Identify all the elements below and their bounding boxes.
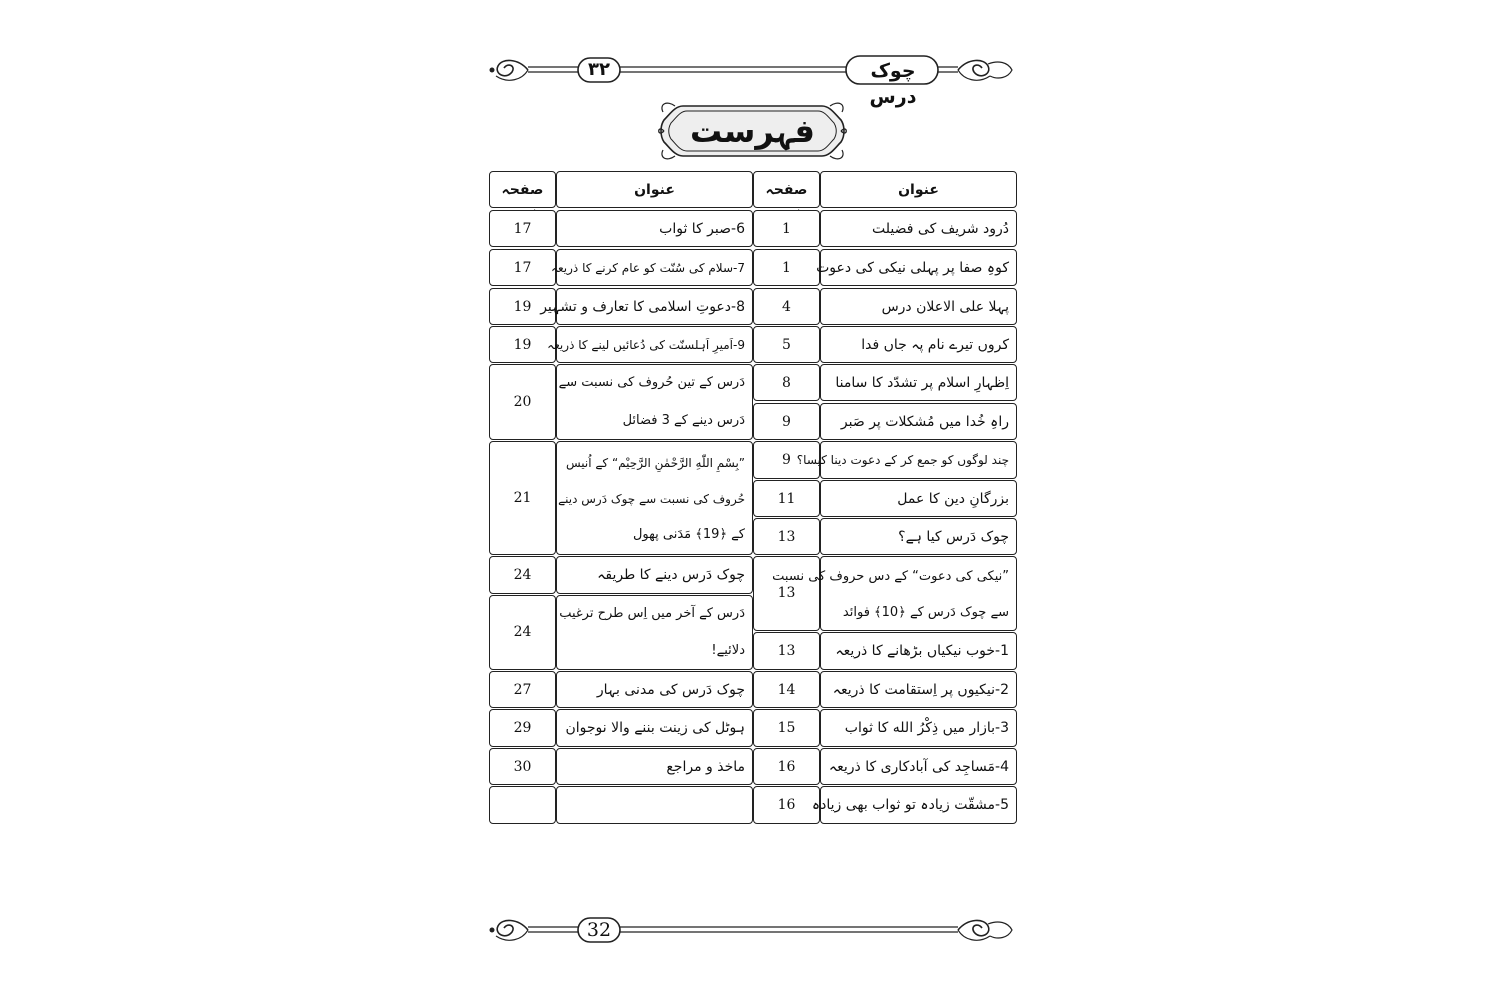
toc-entry-title: ماخذ و مراجع: [666, 759, 745, 775]
toc-entry-title-line: کے ﴿19﴾ مَدَنی پھول: [632, 527, 745, 542]
toc-entry-title: 6-صبر کا ثواب: [659, 221, 745, 237]
book-title: چوک درس: [869, 60, 917, 108]
toc-entry-page: 13: [777, 529, 796, 545]
toc-entry-page: 8: [782, 375, 791, 391]
toc-entry-title-line: ”بِسْمِ اللّٰهِ الرَّحْمٰنِ الرَّحِیْم“ کے اُنیس: [565, 456, 745, 470]
left-title-header: عنوان: [634, 182, 675, 198]
header-ornament: [488, 52, 1018, 108]
toc-entry-page: 24: [513, 567, 532, 583]
toc-entry-page: 27: [513, 682, 532, 698]
toc-entry-page: 13: [777, 585, 796, 601]
empty-cell: [489, 786, 556, 824]
right-title-header: عنوان: [898, 182, 939, 198]
toc-entry-page: 1: [782, 221, 791, 237]
toc-entry-title: 1-خوب نیکیاں بڑھانے کا ذریعہ: [835, 643, 1009, 659]
toc-entry-page: 5: [782, 337, 791, 353]
toc-entry-title: دُرود شریف کی فضیلت: [872, 221, 1009, 237]
toc-entry-title-line: سے چوک دَرس کے ﴿10﴾ فوائد: [842, 605, 1009, 620]
toc-entry-page: 21: [513, 490, 532, 506]
toc-entry-page: 29: [513, 720, 532, 736]
toc-entry-title: 2-نیکیوں پر اِستقامت کا ذریعہ: [832, 682, 1009, 698]
toc-entry-page: 19: [513, 299, 532, 315]
toc-entry-page: 16: [777, 759, 796, 775]
toc-entry-title: 8-دعوتِ اسلامی کا تعارف و تشہیر: [540, 299, 745, 315]
right-page-header: صفحہ: [765, 182, 808, 198]
toc-entry-page: 16: [777, 797, 796, 813]
toc-entry-page: 11: [777, 491, 796, 507]
toc-entry-title: بزرگانِ دین کا عمل: [897, 491, 1009, 507]
toc-entry-title: پہلا علی الاعلان درس: [881, 299, 1009, 315]
toc-entry-title-line: دَرس دینے کے 3 فضائل: [622, 413, 745, 428]
banner-title: فہرست: [690, 112, 815, 150]
toc-entry-title: 7-سلام کی سُنّت کو عام کرنے کا ذریعہ: [550, 261, 745, 275]
toc-entry-title: چوک دَرس کی مدنی بہار: [596, 682, 745, 698]
toc-entry-page: 15: [777, 720, 796, 736]
toc-entry-title: چند لوگوں کو جمع کر کے دعوت دینا کیسا؟: [796, 453, 1009, 467]
toc-entry-title: اِظہارِ اسلام پر تشدّد کا سامنا: [835, 375, 1009, 391]
toc-entry-page: 30: [513, 759, 532, 775]
toc-entry-title-line: دَرس کے آخر میں اِس طرح ترغیب: [559, 606, 745, 621]
toc-entry-title-line: دلائیے!: [711, 643, 745, 658]
toc-entry-title: 4-مَساجِد کی آبادکاری کا ذریعہ: [828, 759, 1009, 775]
empty-cell: [556, 786, 753, 824]
toc-entry-title: ہوٹل کی زینت بننے والا نوجوان: [565, 720, 745, 736]
toc-entry-title-line: حُروف کی نسبت سے چوک دَرس دینے: [558, 492, 745, 506]
toc-entry-title: کوہِ صفا پر پہلی نیکی کی دعوت: [816, 260, 1009, 276]
toc-entry-title-line: دَرس کے تین حُروف کی نسبت سے: [558, 375, 745, 390]
toc-entry-page: 24: [513, 624, 532, 640]
toc-entry-title: 9-اَمیرِ اَہلسنّت کی دُعائیں لینے کا ذریعہ: [547, 338, 745, 352]
toc-entry-title: چوک دَرس دینے کا طریقہ: [597, 567, 745, 583]
toc-entry-page: 9: [782, 414, 791, 430]
toc-entry-title-line: ”نیکی کی دعوت“ کے دس حروف کی نسبت: [772, 569, 1009, 584]
footer-scroll-ornament: [488, 910, 1018, 948]
toc-entry-title: 5-مشقّت زیادہ تو ثواب بھی زیادہ: [811, 797, 1009, 813]
header-page-number: ۳۲: [588, 59, 610, 80]
toc-entry-page: 13: [777, 643, 796, 659]
toc-entry-page: 14: [777, 682, 796, 698]
footer-ornament: [488, 910, 1018, 948]
toc-entry-title: چوک دَرس کیا ہے؟: [898, 529, 1009, 545]
toc-entry-page: 1: [782, 260, 791, 276]
toc-entry-page: 19: [513, 337, 532, 353]
toc-entry-title: راہِ خُدا میں مُشکلات پر صَبر: [840, 414, 1009, 430]
toc-entry-page: 17: [513, 221, 532, 237]
toc-entry-title: 3-بازار میں ذِکْرُ الله کا ثواب: [844, 720, 1009, 736]
toc-entry-page: 17: [513, 260, 532, 276]
toc-entry-page: 9: [782, 452, 791, 468]
left-page-header: صفحہ: [501, 182, 544, 198]
toc-entry-page: 20: [513, 394, 532, 410]
footer-page-number: 32: [586, 919, 612, 941]
toc-entry-title: کروں تیرے نام پہ جاں فدا: [861, 337, 1009, 353]
toc-entry-page: 4: [782, 299, 791, 315]
header-scroll-ornament: [488, 52, 1018, 108]
